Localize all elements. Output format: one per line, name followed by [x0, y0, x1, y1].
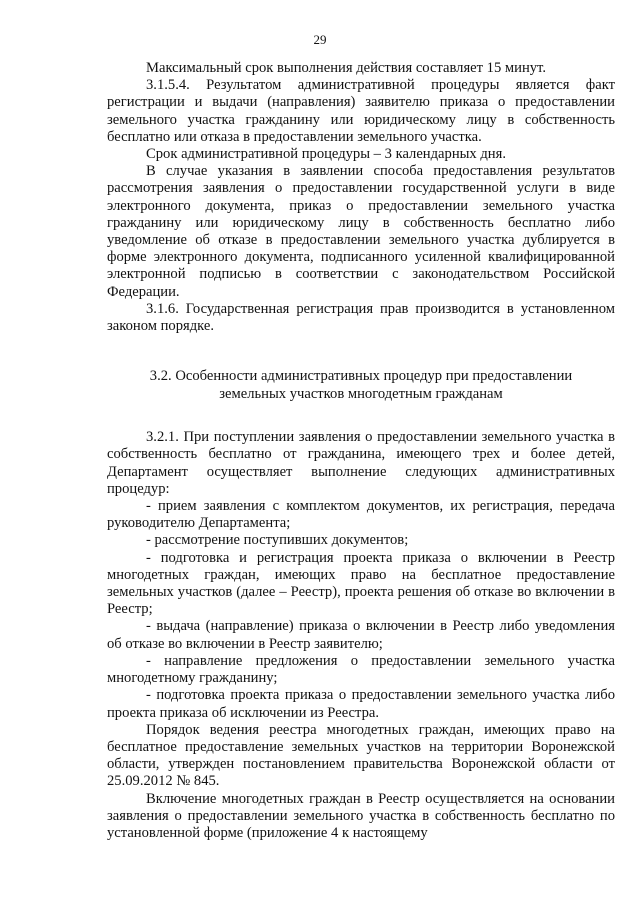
paragraph-3-2-1: 3.2.1. При поступлении заявления о предоставлении земельного участка в собственность бесплатно от гражданина, имеющего трех и более детей, Департамент осуществляет выполнение следующих административных процедур:: [107, 429, 615, 497]
paragraph-3-1-5-4: 3.1.5.4. Результатом административной процедуры является факт регистрации и выдачи (направления) заявителю приказа о предоставлении земельного участка гражданину или юридическому лицу в собственность бесплатно или отказа в предоставлении земельного участка.: [107, 77, 615, 145]
paragraph-electronic-document: В случае указания в заявлении способа предоставления результатов рассмотрения заявления о предоставлении государственной услуги в виде электронного документа, приказ о предоставлении земельного участка гражданину или юридическому лицу в собственность бесплатно либо уведомление об отказе в предоставлении земельного участка дублируется в форме электронного документа, подписанного усиленной квалифицированной электронной подписью в соответствии с законодательством Российской Федерации.: [107, 163, 615, 300]
paragraph-registry-inclusion: Включение многодетных граждан в Реестр осуществляется на основании заявления о предоставлении земельного участка в собственность бесплатно по установленной форме (приложение 4 к настоящему: [107, 790, 615, 841]
list-item-reception: - прием заявления с комплектом документов, их регистрация, передача руководителю Департамента;: [107, 498, 615, 532]
paragraph-registry-procedure: Порядок ведения реестра многодетных граждан, имеющих право на бесплатное предоставление земельных участков на территории Воронежской области, утвержден постановлением правительства Воронежской области от 25.09.2012 № 845.: [107, 721, 615, 790]
page-number: 29: [313, 32, 327, 47]
list-item-issue-order: - выдача (направление) приказа о включении в Реестр либо уведомления об отказе во включении в Реестр заявителю;: [107, 618, 615, 652]
list-item-review: - рассмотрение поступивших документов;: [146, 532, 409, 549]
list-item-offer: - направление предложения о предоставлении земельного участка многодетному гражданину;: [107, 652, 615, 687]
document-body: [107, 60, 615, 842]
list-item-draft-order: - подготовка проекта приказа о предоставлении земельного участка либо проекта приказа об исключении из Реестра.: [107, 687, 615, 721]
section-heading-3-2: 3.2. Особенности административных процедур при предоставлении земельных участков многодетным гражданам: [149, 368, 573, 402]
paragraph-3-1-6: 3.1.6. Государственная регистрация прав производится в установленном законом порядке.: [107, 300, 615, 335]
list-item-registry-order: - подготовка и регистрация проекта приказа о включении в Реестр многодетных граждан, имеющих право на бесплатное предоставление земельных участков (далее – Реестр), проекта решения об отказе во включении в Реестр;: [107, 549, 615, 618]
paragraph-procedure-term: Срок административной процедуры – 3 календарных дня.: [146, 146, 506, 163]
paragraph-max-time: Максимальный срок выполнения действия составляет 15 минут.: [146, 60, 546, 76]
